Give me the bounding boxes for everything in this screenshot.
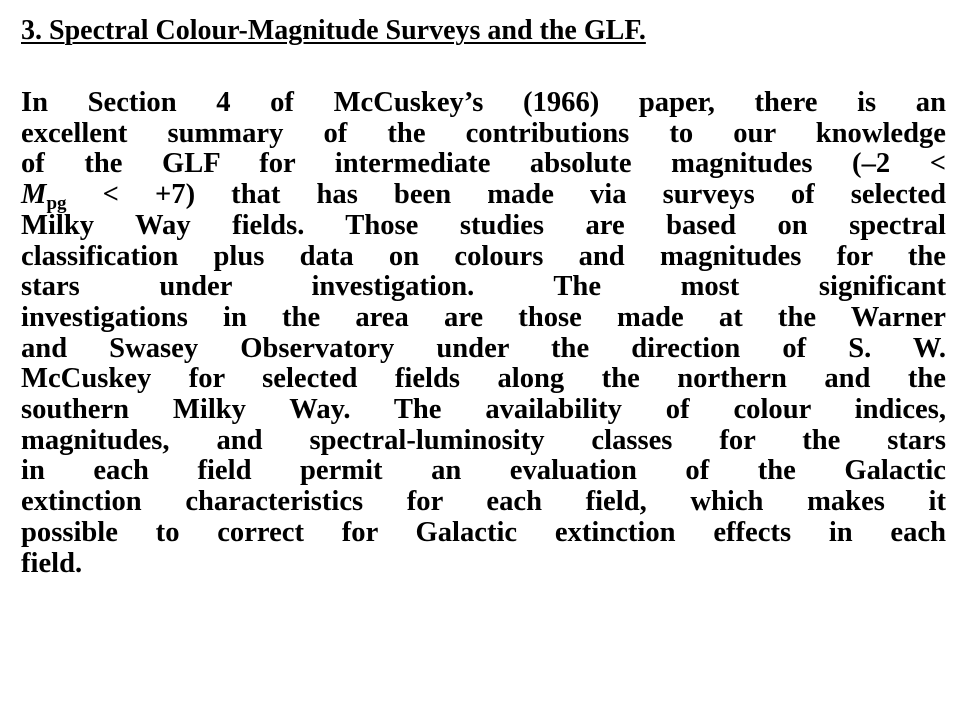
paragraph-line: Milky Way fields. Those studies are based on spectral: [21, 209, 946, 241]
paragraph-line: classification plus data on colours and magnitudes for the: [21, 240, 946, 272]
paragraph-line: magnitudes, and spectral-luminosity classes for the stars: [21, 424, 946, 456]
paragraph-line-last: field.: [21, 547, 83, 579]
paragraph-line: stars under investigation. The most significant: [21, 271, 946, 303]
body-paragraph: [21, 88, 946, 579]
paragraph-line-with-symbol: [21, 179, 946, 215]
section-heading: 3. Spectral Colour-Magnitude Surveys and the GLF.: [21, 15, 646, 46]
paragraph-line: in each field permit an evaluation of the Galactic: [21, 455, 946, 487]
slide-content: [21, 14, 946, 579]
paragraph-line: In Section 4 of McCuskey’s (1966) paper, there is an: [21, 87, 946, 118]
paragraph-line: and Swasey Observatory under the direction of S. W.: [21, 332, 946, 364]
magnitude-subscript: pg: [46, 193, 67, 215]
paragraph-line: extinction characteristics for each field, which makes it: [21, 486, 946, 518]
paragraph-line: of the GLF for intermediate absolute magnitudes (–2 <: [21, 148, 946, 180]
paragraph-line-rest: < +7) that has been made via surveys of selected: [66, 179, 946, 211]
paragraph-line: McCuskey for selected fields along the northern and the: [21, 363, 946, 395]
paragraph-line: southern Milky Way. The availability of colour indices,: [21, 394, 946, 426]
magnitude-symbol: M: [21, 179, 47, 211]
paragraph-line: excellent summary of the contributions to our knowledge: [21, 117, 946, 149]
paragraph-line: investigations in the area are those made at the Warner: [21, 301, 946, 333]
paragraph-line: possible to correct for Galactic extinction effects in each: [21, 516, 946, 548]
